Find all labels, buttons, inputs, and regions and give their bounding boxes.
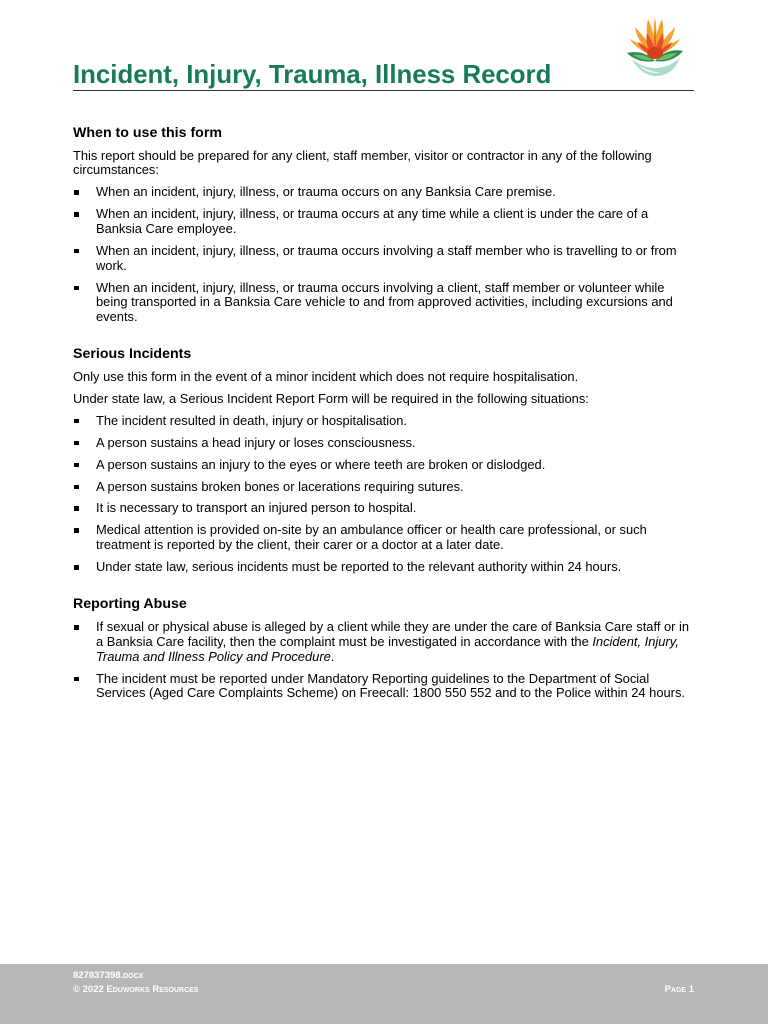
- bullet-list: [73, 407, 694, 575]
- bullet-text: .: [330, 648, 335, 664]
- bullet-item: A person sustains a head injury or loses consciousness.: [73, 436, 694, 451]
- section-heading: When to use this form: [73, 124, 222, 141]
- bullet-item: A person sustains an injury to the eyes or where teeth are broken or dislodged.: [73, 458, 694, 473]
- bullet-item: Under state law, serious incidents must be reported to the relevant authority within 24 hours.: [73, 560, 694, 575]
- bullet-item: The incident must be reported under Mandatory Reporting guidelines to the Department of Social Services (Aged Care Complaints Scheme) on Freecall: 1800 550 552 and to the Police within 24 hours.: [73, 672, 694, 702]
- page-footer: [0, 964, 768, 1024]
- footer-filename: 827837398.docx: [73, 970, 144, 981]
- bullet-item: A person sustains broken bones or lacerations requiring sutures.: [73, 480, 694, 495]
- bullet-item: It is necessary to transport an injured person to hospital.: [73, 501, 694, 516]
- section-heading: Serious Incidents: [73, 346, 192, 363]
- bullet-item: When an incident, injury, illness, or trauma occurs involving a client, staff member or volunteer while being transported in a Banksia Care vehicle to and from approved activities, including excursions and events.: [73, 281, 694, 325]
- bullet-item: [73, 620, 694, 664]
- title-divider: [73, 90, 694, 91]
- bullet-item: Medical attention is provided on-site by an ambulance officer or health care professional, or such treatment is reported by the client, their carer or a doctor at a later date.: [73, 523, 694, 553]
- bullet-list: [73, 613, 694, 701]
- document-body: [73, 125, 694, 702]
- section-paragraph: Only use this form in the event of a minor incident which does not require hospitalisation.: [73, 369, 579, 385]
- bullet-item: The incident resulted in death, injury or hospitalisation.: [73, 414, 694, 429]
- section-when-to-use: [73, 125, 694, 325]
- bullet-item: When an incident, injury, illness, or trauma occurs on any Banksia Care premise.: [73, 185, 694, 200]
- section-paragraph: Under state law, a Serious Incident Report Form will be required in the following situations:: [73, 391, 589, 407]
- bullet-item: When an incident, injury, illness, or trauma occurs at any time while a client is under the care of a Banksia Care employee.: [73, 207, 694, 237]
- section-reporting-abuse: [73, 596, 694, 701]
- footer-page-number: Page 1: [664, 984, 694, 995]
- footer-copyright: © 2022 Eduworks Resources: [73, 984, 199, 995]
- section-heading: Reporting Abuse: [73, 595, 187, 612]
- page-title: Incident, Injury, Trauma, Illness Record: [73, 61, 552, 89]
- bullet-text: If sexual or physical abuse is alleged by a client while they are under the care of Banksia Care staff or in a Banksia Care facility, then the complaint must be investigated in accordance with the: [96, 619, 690, 649]
- policy-reference: Incident, Injury, Trauma and Illness Policy and Procedure: [96, 633, 679, 664]
- bullet-list: [73, 178, 694, 325]
- bullet-item: When an incident, injury, illness, or trauma occurs involving a staff member who is travelling to or from work.: [73, 244, 694, 274]
- section-paragraph: This report should be prepared for any client, staff member, visitor or contractor in any of the following circumstances:: [73, 147, 652, 178]
- section-serious-incidents: [73, 346, 694, 575]
